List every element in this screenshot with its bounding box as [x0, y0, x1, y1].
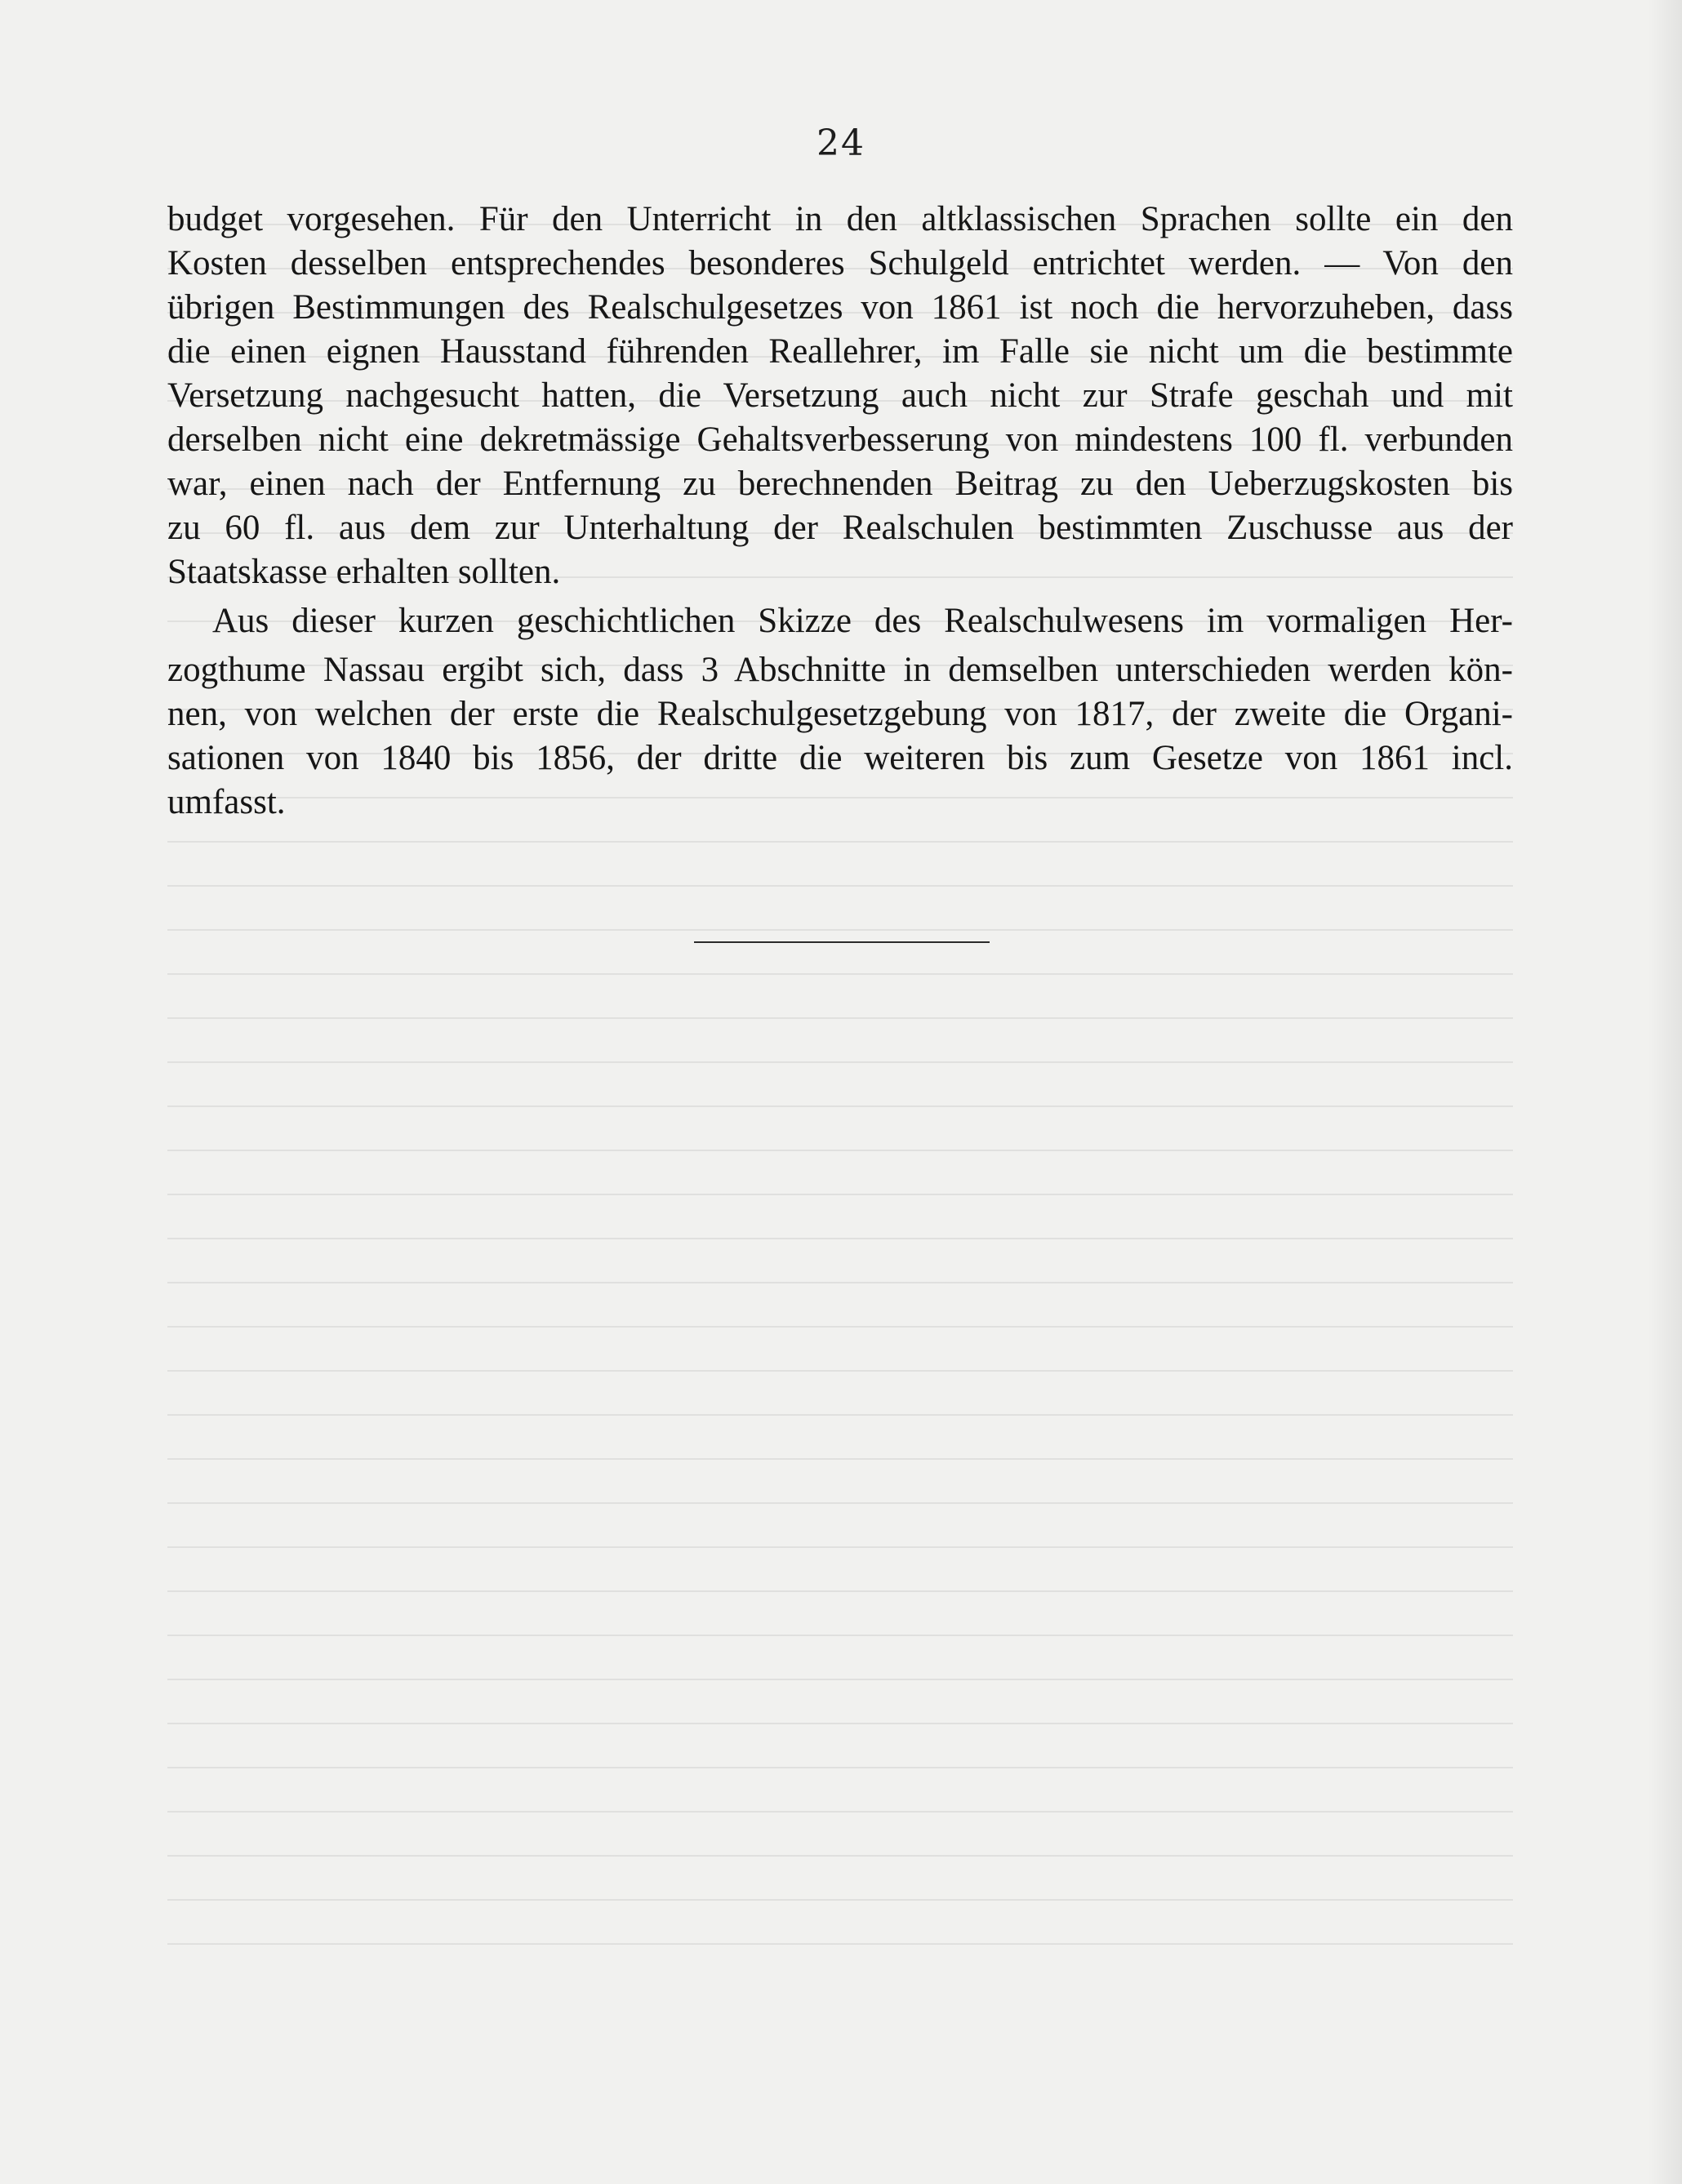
- page-edge-shadow: [1648, 0, 1682, 2184]
- section-rule: [694, 941, 990, 943]
- text-line: Staatskasse erhalten sollten.: [167, 553, 561, 591]
- paragraph-2-continued: [167, 648, 1513, 825]
- page-number: 24: [817, 122, 865, 164]
- text-line: Kosten desselben entsprechendes besonderes Schulgeld entrichtet werden. — Von den: [167, 244, 1513, 282]
- text-line: die einen eignen Hausstand führenden Reallehrer, im Falle sie nicht um die bestimmte: [167, 332, 1513, 371]
- text-line: derselben nicht eine dekretmässige Gehaltsverbesserung von mindestens 100 fl. verbunden: [167, 420, 1513, 459]
- text-line: sationen von 1840 bis 1856, der dritte die weiteren bis zum Gesetze von 1861 incl.: [167, 739, 1513, 777]
- text-line: nen, von welchen der erste die Realschulgesetzgebung von 1817, der zweite die Organi-: [167, 695, 1513, 733]
- paragraph-2: [167, 599, 1513, 643]
- text-line: Versetzung nachgesucht hatten, die Versetzung auch nicht zur Strafe geschah und mit: [167, 376, 1513, 415]
- text-line: umfasst.: [167, 783, 286, 821]
- text-line: war, einen nach der Entfernung zu berechnenden Beitrag zu den Ueberzugskosten bis: [167, 465, 1513, 503]
- text-line: Aus dieser kurzen geschichtlichen Skizze des Realschulwesens im vormaligen Her-: [212, 602, 1513, 640]
- text-line: übrigen Bestimmungen des Realschulgesetzes von 1861 ist noch die hervorzuheben, dass: [167, 288, 1513, 327]
- text-line: budget vorgesehen. Für den Unterricht in den altklassischen Sprachen sollte ein den: [167, 200, 1513, 238]
- text-line: zogthume Nassau ergibt sich, dass 3 Abschnitte in demselben unterschieden werden kön-: [167, 651, 1513, 689]
- body-text: [167, 198, 1513, 830]
- text-line: zu 60 fl. aus dem zur Unterhaltung der Realschulen bestimmten Zuschusse aus der: [167, 509, 1513, 547]
- paragraph-1: [167, 198, 1513, 594]
